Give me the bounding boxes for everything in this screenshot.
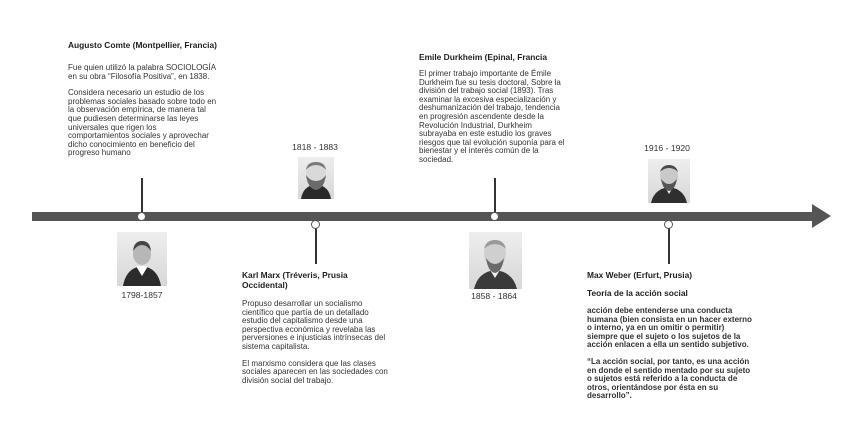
date-comte: 1798-1857 (121, 290, 163, 300)
event-marx (242, 270, 394, 385)
event-title: Karl Marx (Tréveris, Prusia Occidental) (242, 270, 348, 290)
event-title: Emile Durkheim (Epinal, Francia (419, 52, 547, 62)
date-weber: 1916 - 1920 (644, 143, 690, 153)
event-weber (587, 270, 753, 401)
stem-comte (141, 178, 143, 212)
event-paragraph: “La acción social, por tanto, es una acción en donde el sentido mentado por su sujeto o sujetos está referido a la conducta de otros, orientándose por ésta en su desarrollo”. (587, 356, 751, 401)
event-paragraph: Propuso desarrollar un socialismo científico que partía de un detallado estudio del capitalismo desde una perspectiva económica y revelaba las perversiones e injusticias intrínsecas del sistema capitalista. (242, 299, 386, 351)
event-paragraph: El marxismo considera que las clases sociales aparecen en las sociedades con división social del trabajo. (242, 358, 388, 385)
event-title: Augusto Comte (Montpellier, Francia) (68, 40, 217, 50)
event-durkheim (419, 52, 571, 165)
event-subtitle: Teoría de la acción social (587, 288, 688, 298)
stem-durkheim (494, 178, 496, 212)
portrait-max-weber (648, 159, 690, 203)
event-paragraph: Fue quien utilizó la palabra SOCIOLOGÍA en su obra “Filosofía Positiva”, en 1838. (68, 63, 216, 81)
timeline-node-weber[interactable] (664, 220, 673, 229)
timeline-node-marx[interactable] (311, 220, 320, 229)
event-title: Max Weber (Erfurt, Prusia) (587, 270, 693, 280)
portrait-emile-durkheim (469, 232, 522, 289)
event-paragraph: acción debe entenderse una conducta humana (bien consista en un hacer externo o interno, ya en un omitir o permitir) siempre que el sujeto o los sujetos de la acción enlacen a ella un sentido subjetivo. (587, 306, 752, 350)
timeline-axis (32, 212, 814, 221)
stem-weber (668, 224, 670, 264)
timeline-arrow-head (812, 204, 831, 228)
timeline-node-durkheim[interactable] (490, 212, 499, 221)
event-comte (68, 40, 220, 158)
event-paragraph: Considera necesario un estudio de los problemas sociales basado sobre todo en la observación empírica, de manera tal que pudiesen determinarse las leyes universales que rigen los comportamientos sociales y aprovechar dicho conocimiento en beneficio del progreso humano (68, 88, 217, 158)
timeline-node-comte[interactable] (137, 212, 146, 221)
portrait-augusto-comte (117, 232, 167, 286)
portrait-karl-marx (298, 157, 334, 199)
stem-marx (315, 224, 317, 264)
date-marx: 1818 - 1883 (292, 142, 338, 152)
event-paragraph: El primer trabajo importante de Émile Durkheim fue su tesis doctoral, Sobre la división del trabajo social (1893). Tras examinar la excesiva especialización y deshumanización del trabajo, tendencia en progresión ascendente desde la Revolución Industrial, Durkheim subrayaba en este estudio los graves riesgos que tal evolución suponía para el bienestar y el interés común de la sociedad. (419, 69, 565, 164)
date-durkheim: 1858 - 1864 (471, 291, 517, 301)
